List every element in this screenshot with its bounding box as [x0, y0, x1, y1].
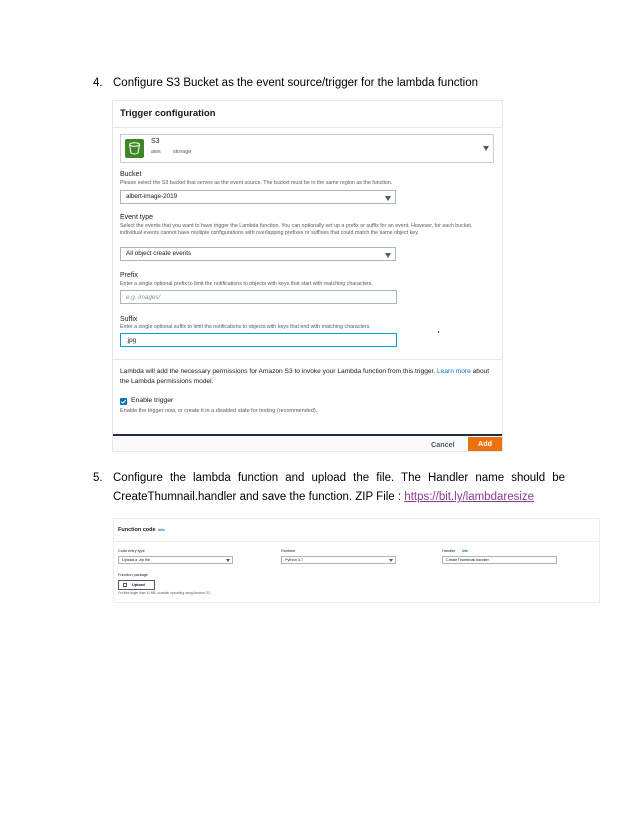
- event-type-description: Select the events that you want to have trigger the Lambda function. You can optionally set up a prefix or suffix for an event. However, for each bucket, individual events cannot have multiple configurations with overlapping prefixes or suffixes that could match the same object key.: [120, 223, 473, 236]
- step-5-number: 5.: [93, 472, 103, 484]
- divider: [114, 541, 600, 542]
- permissions-info: [120, 367, 495, 386]
- function-code-title: Function code: [118, 527, 156, 533]
- step-5-text: [113, 469, 565, 507]
- suffix-value: .jpg: [126, 336, 137, 344]
- prefix-input[interactable]: [120, 290, 397, 304]
- bucket-description: Please select the S3 bucket that serves as the event source. The bucket must be in the same region as the function.: [120, 180, 393, 186]
- handler-value: CreateThumbnail.handler: [446, 558, 489, 562]
- prefix-label: Prefix: [120, 272, 138, 279]
- panel-title: Trigger configuration: [120, 108, 216, 119]
- bucket-select[interactable]: [120, 190, 396, 204]
- learn-more-link[interactable]: Learn more: [437, 368, 471, 375]
- handler-label: Handler: [442, 549, 456, 553]
- trigger-configuration-panel: [112, 100, 503, 452]
- permissions-suffix: about the Lambda permissions model.: [120, 368, 490, 385]
- bucket-label: Bucket: [120, 171, 142, 178]
- function-package-label: Function package: [118, 573, 148, 577]
- event-type-select-value: All object create events: [126, 250, 192, 257]
- runtime-label: Runtime: [281, 549, 296, 553]
- divider: [113, 127, 503, 128]
- permissions-text: Lambda will add the necessary permissions for Amazon S3 to invoke your Lambda function from this trigger.: [120, 368, 436, 375]
- step-5: [93, 469, 573, 509]
- service-tag-storage: storage: [173, 149, 192, 155]
- stray-mark: [438, 331, 439, 333]
- step-4: [93, 74, 593, 94]
- prefix-placeholder: e.g. images/: [126, 293, 161, 301]
- function-code-info-link[interactable]: Info: [158, 528, 165, 532]
- enable-trigger-checkbox[interactable]: [120, 398, 127, 405]
- handler-info-link[interactable]: Info: [462, 549, 468, 553]
- prefix-description: Enter a single optional prefix to limit the notifications to objects with keys that start with matching characters.: [120, 281, 373, 287]
- checkmark-icon: [120, 398, 127, 405]
- panel-footer: [113, 434, 503, 452]
- cancel-button[interactable]: Cancel: [431, 440, 455, 449]
- divider: [113, 359, 503, 360]
- step-5-body: Configure the lambda function and upload the file. The Handler name should be CreateThumnail.handler and save the function. ZIP File :: [113, 472, 565, 503]
- bucket-select-value: albert-image-2019: [126, 193, 178, 200]
- add-button[interactable]: Add: [468, 437, 502, 451]
- handler-input[interactable]: [442, 556, 557, 564]
- service-name: S3: [151, 138, 160, 145]
- function-package-note: For files larger than 10 MB, consider uploading using Amazon S3.: [118, 591, 211, 595]
- upload-label: Upload: [132, 582, 145, 587]
- enable-trigger-label: Enable trigger: [131, 397, 174, 404]
- code-entry-type-select[interactable]: [118, 556, 233, 564]
- runtime-value: Python 3.7: [285, 558, 304, 562]
- upload-icon: [123, 583, 127, 587]
- zip-file-link[interactable]: https://bit.ly/lambdaresize: [404, 491, 535, 503]
- function-code-panel: [113, 518, 600, 603]
- chevron-down-icon: [226, 559, 230, 562]
- chevron-down-icon: [389, 559, 393, 562]
- suffix-description: Enter a single optional suffix to limit the notifications to objects with keys that end with matching characters.: [120, 324, 371, 330]
- suffix-input[interactable]: [120, 333, 397, 347]
- chevron-down-icon: [385, 253, 391, 258]
- code-entry-type-value: Upload a .zip file: [122, 558, 151, 562]
- step-4-text: Configure S3 Bucket as the event source/trigger for the lambda function: [113, 77, 479, 89]
- s3-bucket-icon: [125, 139, 144, 158]
- chevron-down-icon: [483, 146, 489, 151]
- step-4-number: 4.: [93, 77, 103, 89]
- chevron-down-icon: [385, 196, 391, 201]
- code-entry-type-label: Code entry type: [118, 549, 145, 553]
- upload-button[interactable]: [118, 580, 155, 590]
- runtime-select[interactable]: [281, 556, 396, 564]
- service-tag-aws: aws: [151, 149, 161, 155]
- event-type-label: Event type: [120, 214, 154, 221]
- trigger-service-select[interactable]: [120, 134, 494, 163]
- enable-trigger-description: Enable the trigger now, or create it in a disabled state for testing (recommended).: [120, 408, 318, 414]
- event-type-select[interactable]: [120, 247, 396, 261]
- suffix-label: Suffix: [120, 316, 138, 323]
